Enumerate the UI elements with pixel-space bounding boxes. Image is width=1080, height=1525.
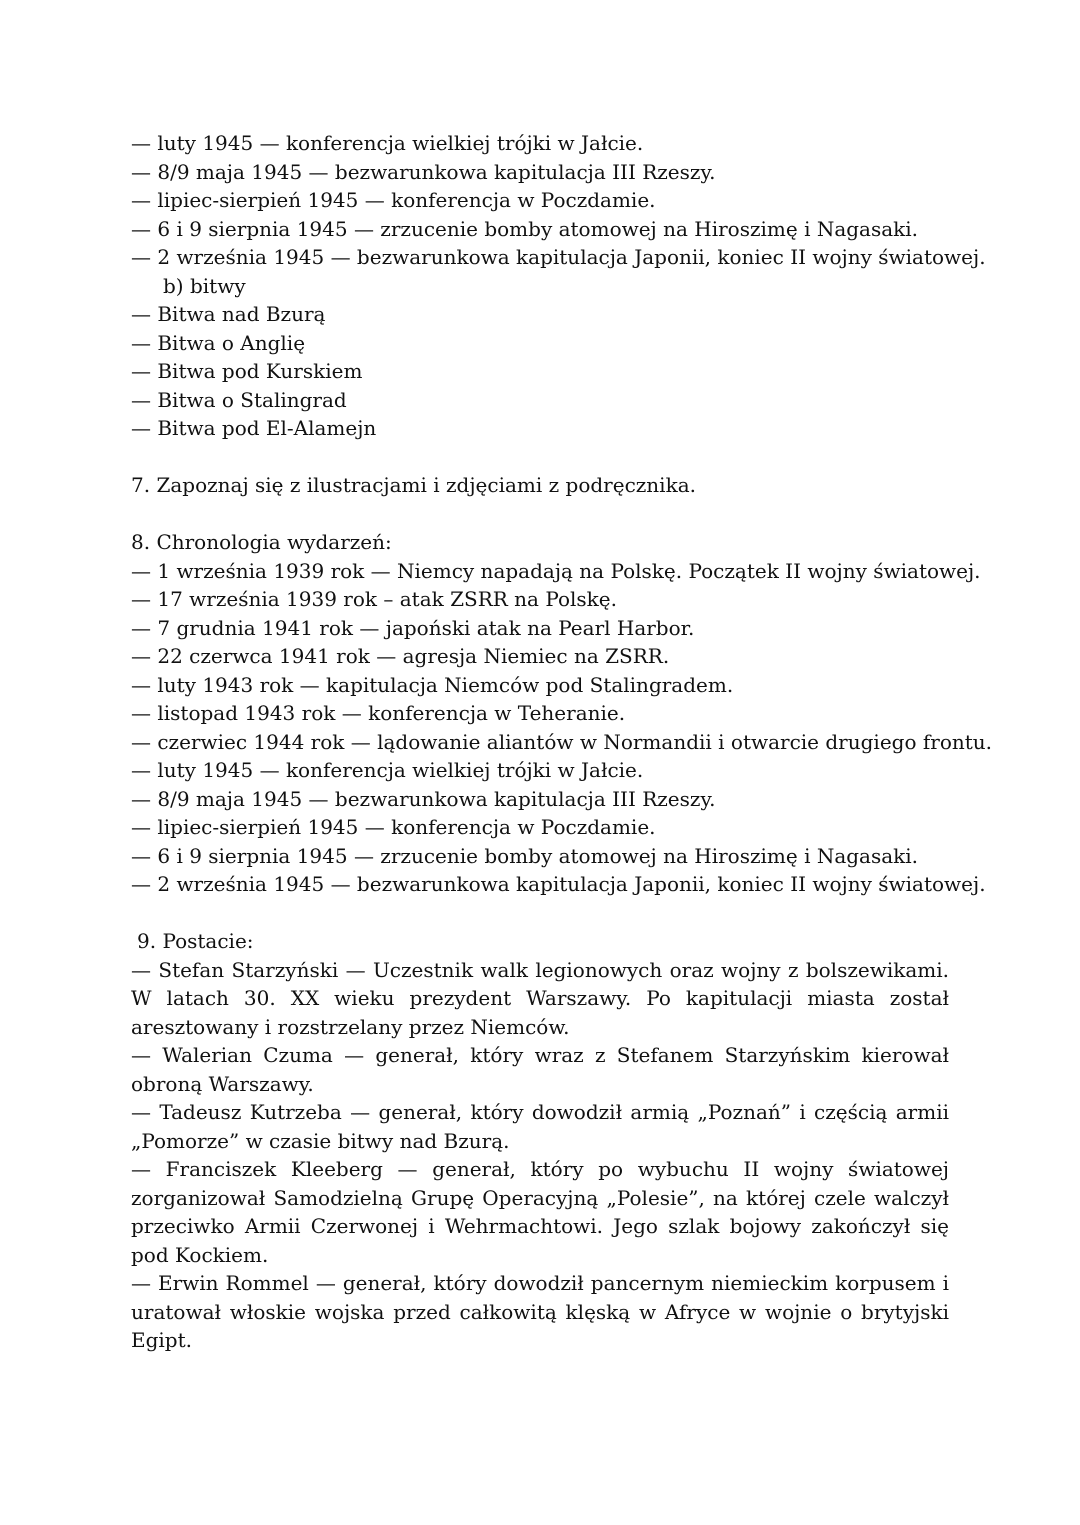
list-item: — 22 czerwca 1941 rok — agresja Niemiec na ZSRR. — [131, 644, 670, 668]
figure-entry: — Erwin Rommel — generał, który dowodził pancernym niemieckim korpusem i uratował włoskie wojska przed całkowitą klęską w Afryce w wojnie o brytyjski Egipt. — [131, 1271, 949, 1352]
list-item: — czerwiec 1944 rok — lądowanie aliantów w Normandii i otwarcie drugiego frontu. — [131, 729, 993, 754]
list-item: — 1 września 1939 rok — Niemcy napadają na Polskę. Początek II wojny światowej. — [131, 558, 981, 583]
list-item: — lipiec-sierpień 1945 — konferencja w Poczdamie. — [131, 815, 656, 839]
list-item: — luty 1943 rok — kapitulacja Niemców pod Stalingradem. — [131, 672, 734, 697]
list-item: — 6 i 9 sierpnia 1945 — zrzucenie bomby atomowej na Hiroszimę i Nagasaki. — [131, 216, 919, 241]
list-item: — Bitwa o Anglię — [131, 330, 306, 355]
chronology-section — [131, 528, 993, 899]
list-item: — 17 września 1939 rok – atak ZSRR na Polskę. — [131, 587, 617, 611]
list-item: — 2 września 1945 — bezwarunkowa kapitulacja Japonii, koniec II wojny światowej. — [131, 872, 986, 896]
chronology-heading: 8. Chronologia wydarzeń: — [131, 530, 392, 554]
list-item: — Bitwa pod Kurskiem — [131, 359, 363, 383]
section-top-list — [131, 129, 986, 272]
list-item: — listopad 1943 rok — konferencja w Teheranie. — [131, 701, 626, 725]
list-item: — Bitwa nad Bzurą — [131, 302, 326, 326]
figures-heading: 9. Postacie: — [137, 929, 254, 953]
list-item: — 6 i 9 sierpnia 1945 — zrzucenie bomby atomowej na Hiroszimę i Nagasaki. — [131, 843, 919, 868]
list-item: — 8/9 maja 1945 — bezwarunkowa kapitulacja III Rzeszy. — [131, 159, 716, 184]
figure-entry: — Walerian Czuma — generał, który wraz z Stefanem Starzyńskim kierował obroną Warszawy. — [131, 1043, 949, 1096]
point-7-text: 7. Zapoznaj się z ilustracjami i zdjęciami z podręcznika. — [131, 473, 696, 497]
battles-heading: b) bitwy — [163, 273, 246, 298]
list-item: — Bitwa pod El-Alamejn — [131, 416, 377, 440]
figure-entry: — Tadeusz Kutrzeba — generał, który dowodził armią „Poznań” i częścią armii „Pomorze” w czasie bitwy nad Bzurą. — [131, 1100, 949, 1153]
list-item: — 2 września 1945 — bezwarunkowa kapitulacja Japonii, koniec II wojny światowej. — [131, 245, 986, 269]
document-page — [131, 129, 993, 1355]
spacer — [131, 443, 949, 472]
figure-entry: — Franciszek Kleeberg — generał, który po wybuchu II wojny światowej zorganizował Samodzielną Grupę Operacyjną „Polesie”, na której czele walczył przeciwko Armii Czerwonej i Wehrmachtowi. Jego szlak bojowy zakończył się pod Kockiem. — [131, 1157, 949, 1267]
list-item: — luty 1945 — konferencja wielkiej trójki w Jałcie. — [131, 131, 644, 155]
spacer — [131, 500, 949, 529]
list-item: — luty 1945 — konferencja wielkiej trójki w Jałcie. — [131, 758, 644, 782]
figures-section — [131, 927, 949, 1355]
list-item: — Bitwa o Stalingrad — [131, 387, 347, 412]
list-item: — 7 grudnia 1941 rok — japoński atak na Pearl Harbor. — [131, 615, 695, 640]
list-item: — lipiec-sierpień 1945 — konferencja w Poczdamie. — [131, 188, 656, 212]
battles-section — [131, 272, 949, 443]
spacer — [131, 899, 949, 928]
figure-entry: — Stefan Starzyński — Uczestnik walk legionowych oraz wojny z bolszewikami. W latach 30. XX wieku prezydent Warszawy. Po kapitulacji miasta został aresztowany i rozstrzelany przez Niemców. — [131, 957, 949, 1039]
list-item: — 8/9 maja 1945 — bezwarunkowa kapitulacja III Rzeszy. — [131, 786, 716, 811]
